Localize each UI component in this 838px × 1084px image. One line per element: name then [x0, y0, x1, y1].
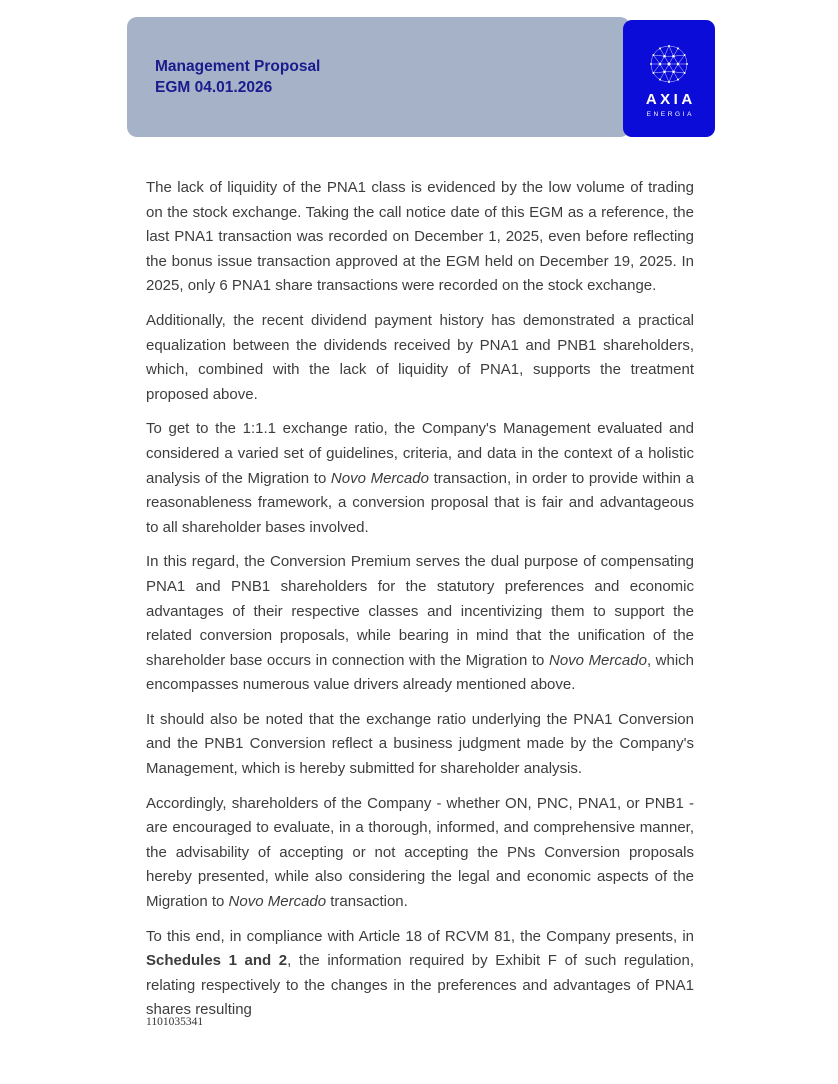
text-run: It should also be noted that the exchange ratio underlying the PNA1 Conversion and the PNB1 Conversion reflect a business judgment made by the Company's Management, which is hereby submitted for shareholder analysis. [146, 710, 694, 778]
text-run: transaction, in order to provide within a reasonableness framework, a conversion proposal that is fair and advantageous to all shareholder bases involved. [146, 469, 694, 536]
paragraph [146, 309, 694, 407]
text-run: To get to the 1:1.1 exchange ratio, the Company's Management evaluated and considered a varied set of guidelines, criteria, and data in the context of a holistic analysis of the Migration to [146, 420, 694, 487]
paragraph [146, 708, 694, 782]
text-run: To this end, in compliance with Article 18 of RCVM 81, the Company presents, in [146, 927, 694, 945]
header-bar [127, 17, 630, 137]
text-run: , the information required by Exhibit F of such regulation, relating respectively to the changes in the preferences and advantages of PNA1 shares resulting [146, 952, 694, 1019]
italic-text-run: Novo Mercado [228, 893, 327, 911]
paragraph [146, 925, 694, 1023]
text-run: The lack of liquidity of the PNA1 class is evidenced by the low volume of trading on the stock exchange. Taking the call notice date of this EGM as a reference, the last PNA1 transaction was recorded on December 1, 2025, even before reflecting the bonus issue transaction approved at the EGM held on December 19, 2025. In 2025, only 6 PNA1 share transactions were recorded on the stock exchange. [146, 179, 694, 295]
document-title-line1: Management Proposal [155, 58, 321, 75]
italic-text-run: Novo Mercado [330, 469, 429, 487]
text-run: In this regard, the Conversion Premium serves the dual purpose of compensating PNA1 and PNB1 shareholders for the statutory preferences and economic advantages of their respective classes and incentivizing them to support the related conversion proposals, while bearing in mind that the unification of the shareholder base occurs in connection with the Migration to [146, 553, 694, 669]
paragraph [146, 550, 694, 698]
document-number: 1101035341 [146, 1016, 204, 1028]
logo-subtitle: ENERGIA [646, 110, 695, 118]
italic-text-run: Novo Mercado [548, 651, 647, 669]
text-run: , which encompasses numerous value drivers already mentioned above. [146, 651, 695, 694]
paragraph [146, 417, 694, 540]
text-run: Additionally, the recent dividend payment history has demonstrated a practical equalization between the dividends received by PNA1 and PNB1 shareholders, which, combined with the lack of liquidity of PNA1, supports the treatment proposed above. [146, 311, 694, 403]
text-run: Accordingly, shareholders of the Company - whether ON, PNC, PNA1, or PNB1 - are encouraged to evaluate, in a thorough, informed, and comprehensive manner, the advisability of accepting or not accepting the PNs Conversion proposals hereby presented, while also considering the legal and economic aspects of the Migration to [146, 794, 694, 911]
document-body [146, 176, 694, 1033]
bold-text-run: Schedules 1 and 2 [146, 952, 288, 970]
text-run: transaction. [326, 893, 408, 911]
document-title-line2: EGM 04.01.2026 [155, 79, 273, 96]
geodesic-sphere-icon [645, 40, 693, 88]
paragraph [146, 176, 694, 299]
logo-wordmark: AXIA [645, 90, 696, 108]
paragraph [146, 792, 694, 915]
company-logo [623, 20, 715, 137]
